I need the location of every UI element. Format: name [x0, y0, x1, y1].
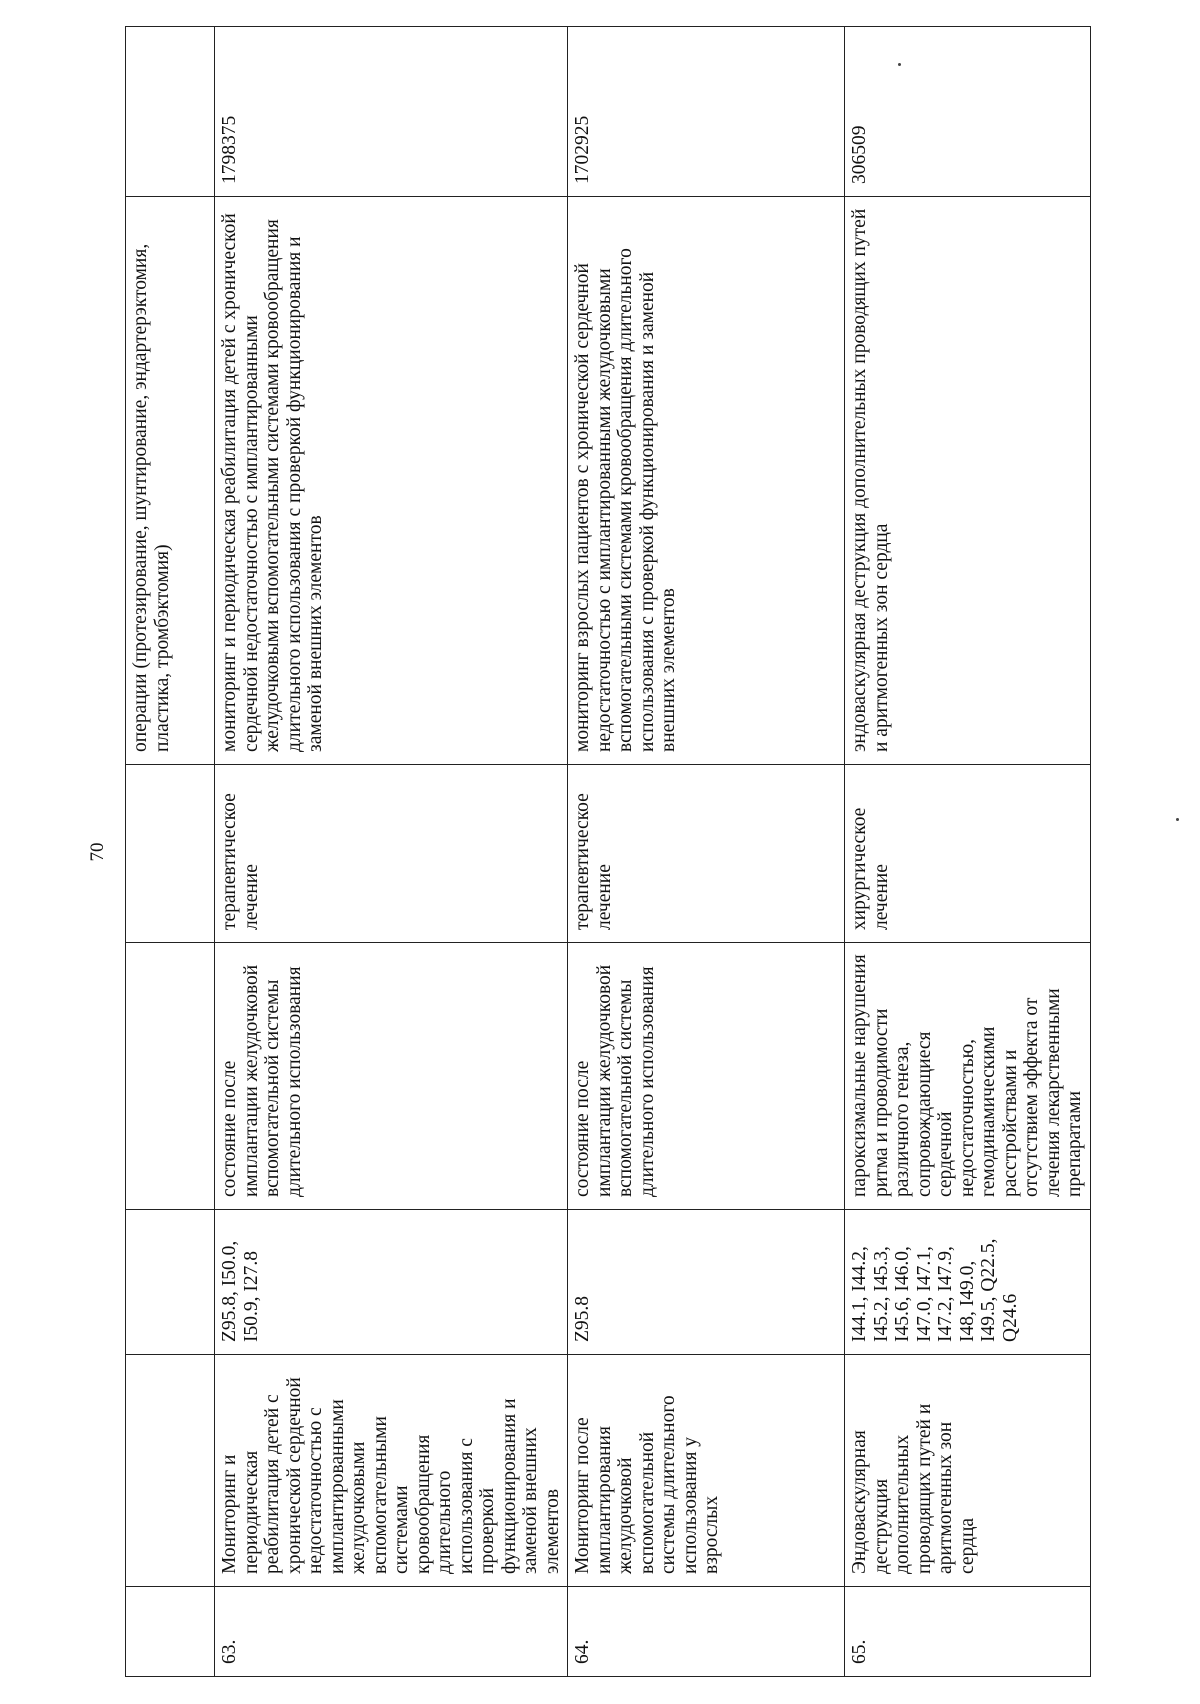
cell-codes: Z95.8, I50.0, I50.9, I27.8: [215, 1210, 568, 1355]
cell-treatment: [126, 765, 215, 943]
cell-method: мониторинг взрослых пациентов с хронической сердечной недостаточностью с имплантированными желудочковыми вспомогательными системами кровообращения длительного использования с проверкой функционирования и заменой внешних элементов: [568, 197, 845, 765]
cell-model: [126, 943, 215, 1210]
cell-treatment: хирургическое лечение: [845, 765, 1091, 943]
cell-method: мониторинг и периодическая реабилитация детей с хронической сердечной недостаточностью с имплантированными желудочковыми вспомогательными системами кровообращения длительного использования с проверкой функционирования и заменой внешних элементов: [215, 197, 568, 765]
cell-number: 64.: [568, 1587, 845, 1677]
cell-treatment: терапевтическое лечение: [568, 765, 845, 943]
cell-treatment: терапевтическое лечение: [215, 765, 568, 943]
cell-codes: Z95.8: [568, 1210, 845, 1355]
cell-norm: [126, 27, 215, 197]
table-row-continuation: [126, 27, 215, 1677]
cell-name: Эндоваскулярная деструкция дополнительных проводящих путей и аритмогенных зон сердца: [845, 1355, 1091, 1587]
cell-norm: 306509: [845, 27, 1091, 197]
cell-model: состояние после имплантации желудочковой вспомогательной системы длительного использования: [568, 943, 845, 1210]
table-row-63: [215, 27, 568, 1677]
rotated-table-container: [125, 27, 1085, 1677]
cell-codes: I44.1, I44.2, I45.2, I45.3, I45.6, I46.0, I47.0, I47.1, I47.2, I47.9, I48, I49.0, I49.5, Q22.5, Q24.6: [845, 1210, 1091, 1355]
cell-model: состояние после имплантации желудочковой вспомогательной системы длительного использования: [215, 943, 568, 1210]
scan-speck: [1176, 818, 1179, 821]
cell-name: Мониторинг после имплантирования желудочковой вспомогательной системы длительного использования у взрослых: [568, 1355, 845, 1587]
cell-norm: 1798375: [215, 27, 568, 197]
cell-codes: [126, 1210, 215, 1355]
cell-method: эндоваскулярная деструкция дополнительных проводящих путей и аритмогенных зон сердца: [845, 197, 1091, 765]
table-row-65: [845, 27, 1091, 1677]
table-row-64: [568, 27, 845, 1677]
cell-method: операции (протезирование, шунтирование, эндартерэктомия, пластика, тромбэктомия): [126, 197, 215, 765]
cell-model: пароксизмальные нарушения ритма и проводимости различного генеза, сопровождающиеся сердечной недостаточностью, гемодинамическими расстройствами и отсутствием эффекта от лечения лекарственными препаратами: [845, 943, 1091, 1210]
cell-number: [126, 1587, 215, 1677]
cell-name: [126, 1355, 215, 1587]
cell-name: Мониторинг и периодическая реабилитация детей с хронической сердечной недостаточностью с имплантированными желудочковыми вспомогательными системами кровообращения длительного использования с проверкой функционирования и заменой внешних элементов: [215, 1355, 568, 1587]
scan-speck: [898, 63, 901, 66]
services-table: [125, 26, 1091, 1677]
cell-number: 63.: [215, 1587, 568, 1677]
cell-number: 65.: [845, 1587, 1091, 1677]
cell-norm: 1702925: [568, 27, 845, 197]
page-number: 70: [87, 842, 108, 862]
